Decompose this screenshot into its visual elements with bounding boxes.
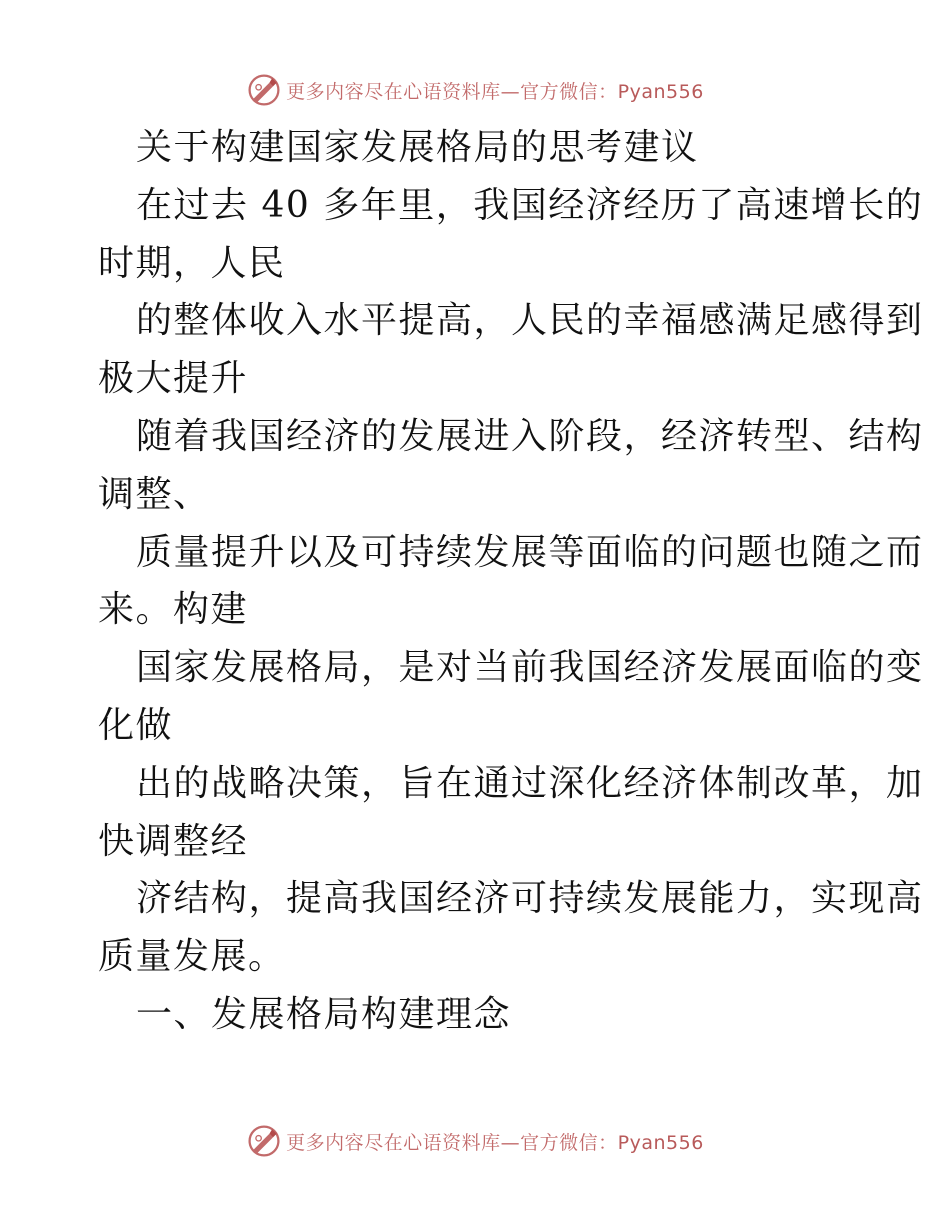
watermark-id: Pyan556	[617, 80, 704, 103]
paragraph-line: 的整体收入水平提高，人民的幸福感满足感得到	[136, 300, 924, 342]
watermark-label: 更多内容尽在心语资料库—官方微信：	[286, 80, 618, 103]
paragraph-line: 快调整经	[98, 820, 249, 862]
paragraph-line: 时期，人民	[98, 242, 286, 284]
pen-logo-icon	[246, 1123, 282, 1159]
watermark-text	[286, 77, 704, 104]
paragraph-line: 来。构建	[98, 589, 249, 631]
watermark-text	[286, 1128, 704, 1155]
document-title: 关于构建国家发展格局的思考建议	[136, 127, 699, 168]
paragraph-line: 质量发展。	[98, 936, 286, 978]
document-body	[98, 119, 924, 1044]
pen-logo-icon	[246, 72, 282, 108]
paragraph-line: 调整、	[98, 473, 211, 515]
paragraph-line: 国家发展格局，是对当前我国经济发展面临的变	[136, 647, 924, 689]
paragraph-line: 出的战略决策，旨在通过深化经济体制改革，加	[136, 762, 924, 804]
paragraph-line: 极大提升	[98, 358, 249, 400]
footer-watermark	[0, 1121, 950, 1161]
paragraph-line: 质量提升以及可持续发展等面临的问题也随之而	[136, 531, 924, 573]
paragraph-line: 化做	[98, 704, 174, 746]
paragraph-line: 济结构，提高我国经济可持续发展能力，实现高	[136, 878, 924, 920]
paragraph-line: 随着我国经济的发展进入阶段，经济转型、结构	[136, 415, 924, 457]
paragraph-line: 在过去 40 多年里，我国经济经历了高速增长的	[136, 184, 924, 226]
section-heading: 一、发展格局构建理念	[136, 993, 512, 1035]
watermark-id: Pyan556	[617, 1131, 704, 1154]
watermark-label: 更多内容尽在心语资料库—官方微信：	[286, 1131, 618, 1154]
header-watermark	[0, 70, 950, 110]
